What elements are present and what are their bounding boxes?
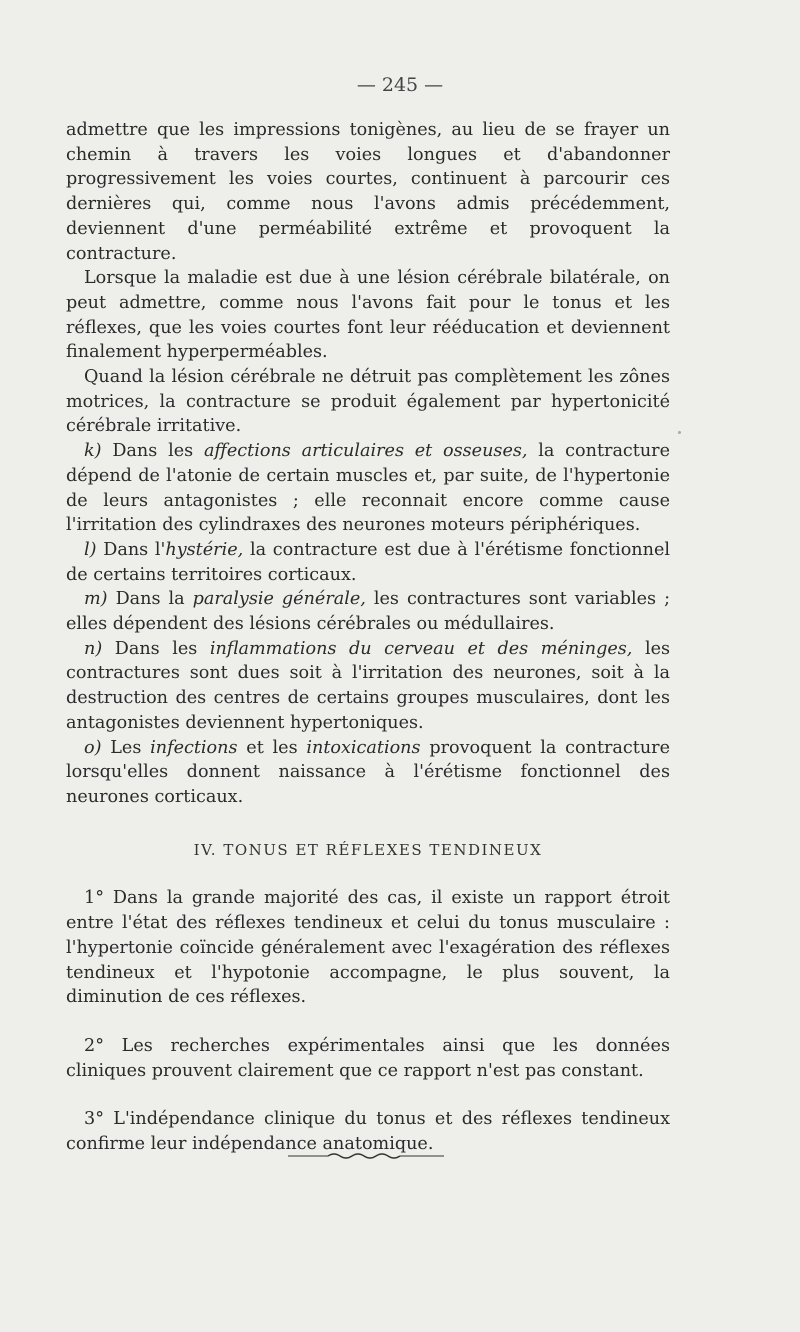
section-heading: IV. TONUS ET RÉFLEXES TENDINEUX [193, 840, 543, 859]
item-text: et les [246, 737, 298, 758]
list-item-l [66, 538, 670, 587]
list-item-n [66, 637, 670, 736]
list-item-k [66, 439, 670, 538]
item-marker: k) [84, 441, 102, 462]
paragraph: Quand la lésion cérébrale ne détruit pas complètement les zônes motrices, la contracture se produit également par hypertonicité cérébrale irritative. [66, 367, 670, 437]
item-text: la contracture est due à l'érétisme fonctionnel de certains territoires corticaux. [66, 539, 671, 585]
item-italic: intoxications [306, 737, 421, 758]
item-text: Les [110, 737, 142, 758]
item-text: les contractures sont variables ; elles dépendent des lésions cérébrales ou médullaires. [66, 589, 671, 635]
item-marker: o) [84, 737, 102, 758]
item-text: provoquent la contracture lorsqu'elles donnent naissance à l'érétisme fonctionnel des neurones corticaux. [66, 737, 670, 807]
end-ornament [288, 1151, 444, 1161]
conclusion-2: 2° Les recherches expérimentales ainsi que les données cliniques prouvent clairement que ce rapport n'est pas constant. [66, 1035, 670, 1081]
item-text: Dans les [114, 638, 198, 659]
item-text: la contracture dépend de l'atonie de certain muscles et, par suite, de l'hypertonie de leurs antagonistes ; elle reconnait encore comme cause l'irritation des cylindraxes des neurones moteurs périphériques. [66, 441, 671, 536]
item-italic: affections articulaires et osseuses, [203, 441, 528, 462]
conclusion-1: 1° Dans la grande majorité des cas, il existe un rapport étroit entre l'état des réflexes tendineux et celui du tonus musculaire : l'hypertonie coïncide généralement avec l'exagération des réflexes tendineux et l'hypotonie accompagne, le plus souvent, la diminution de ces réflexes. [66, 888, 670, 1008]
list-item-o [66, 736, 670, 810]
item-italic: inflammations du cerveau et des méninges, [209, 638, 633, 659]
item-text: Dans les [112, 441, 194, 462]
conclusion-3: 3° L'indépendance clinique du tonus et des réflexes tendineux confirme leur indépendance anatomique. [66, 1109, 670, 1155]
list-item-m [66, 587, 670, 636]
paragraph: Lorsque la maladie est due à une lésion cérébrale bilatérale, on peut admettre, comme nous l'avons fait pour le tonus et les réflexes, que les voies courtes font leur rééducation et deviennent finalement hyperperméables. [66, 268, 670, 363]
item-italic: paralysie générale, [192, 589, 366, 610]
item-text: Dans l' [103, 539, 166, 560]
ink-speck [678, 431, 681, 434]
item-italic: infections [150, 737, 238, 758]
item-marker: n) [84, 638, 103, 659]
paragraph: admettre que les impressions tonigènes, au lieu de se frayer un chemin à travers les voies longues et d'abandonner progressivement les voies courtes, continuent à parcourir ces dernières qui, comme nous l'avons admis précédemment, deviennent d'une perméabilité extrême et provoquent la contracture. [66, 120, 670, 264]
item-text: Dans la [115, 589, 185, 610]
page-number: — 245 — [356, 74, 444, 96]
item-marker: m) [84, 589, 108, 610]
item-marker: l) [84, 539, 97, 560]
page-body [66, 118, 670, 1157]
item-text: les contractures sont dues soit à l'irritation des neurones, soit à la destruction des centres de certains groupes musculaires, dont les antagonistes deviennent hypertoniques. [66, 638, 671, 733]
item-italic: hystérie, [165, 539, 244, 560]
